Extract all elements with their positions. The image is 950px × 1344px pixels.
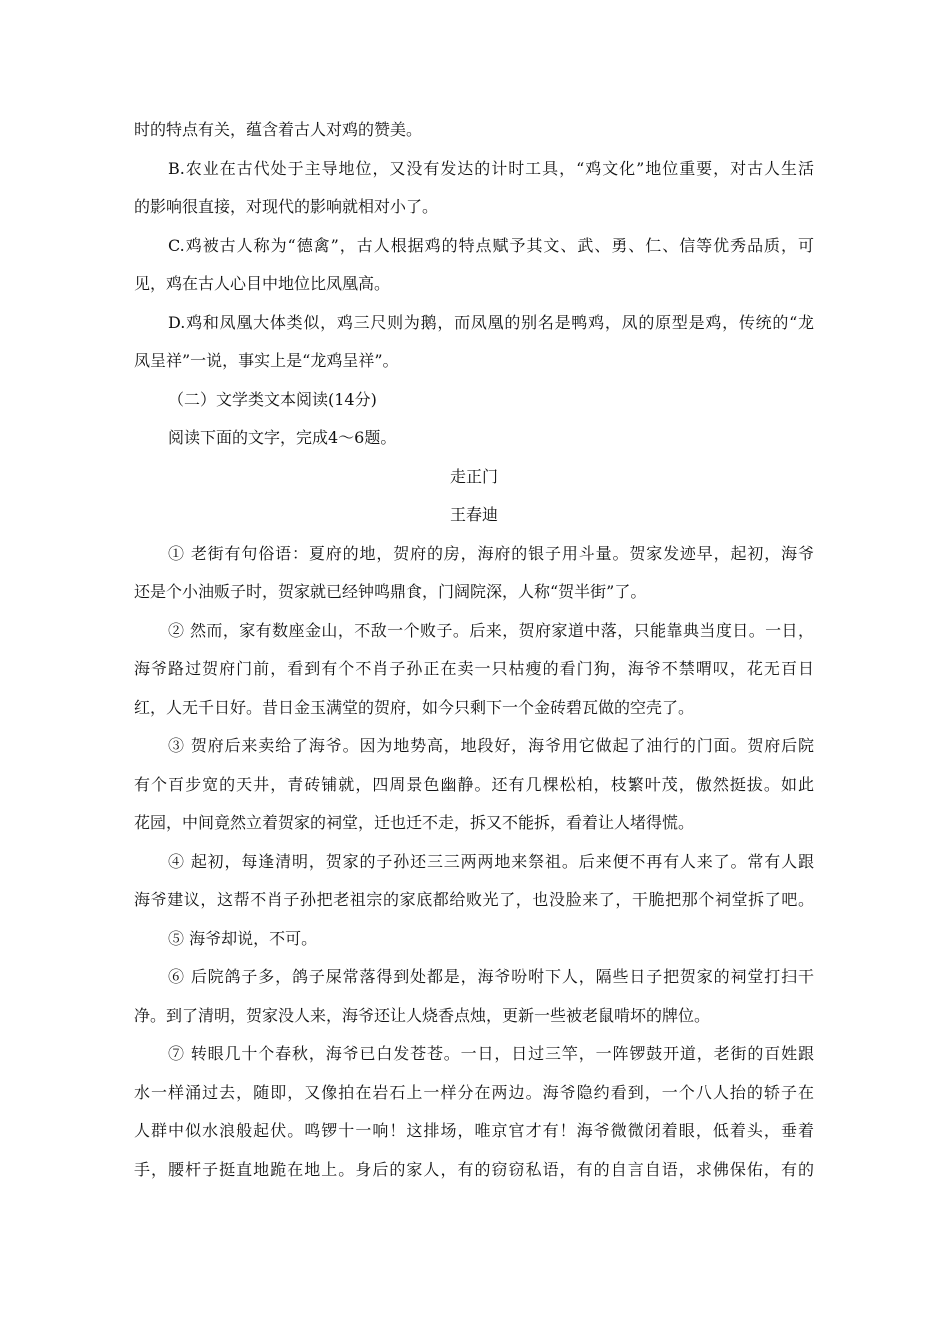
- article-title: 走正门: [449, 466, 498, 486]
- text-line: 的影响很直接，对现代的影响就相对小了。: [134, 197, 439, 216]
- text-line: 手，腰杆子挺直地跪在地上。身后的家人，有的窃窃私语，有的自言自语，求佛保佑，有的: [134, 1159, 814, 1179]
- text-line: ⑥ 后院鸽子多，鸽子屎常落得到处都是，海爷吩咐下人，隔些日子把贺家的祠堂打扫干: [168, 967, 814, 986]
- text-line: （二）文学类文本阅读(14分): [168, 389, 377, 409]
- text-line: ① 老街有句俗语：夏府的地，贺府的房，海府的银子用斗量。贺家发迹早，起初，海爷: [168, 543, 814, 563]
- document-page: [134, 120, 814, 1198]
- text-line: ④ 起初，每逢清明，贺家的子孙还三三两两地来祭祖。后来便不再有人来了。常有人跟: [168, 851, 814, 871]
- text-line: 人群中似水浪般起伏。鸣锣十一响！这排场，唯京官才有！海爷微微闭着眼，低着头，垂着: [134, 1121, 814, 1140]
- text-line: 海爷建议，这帮不肖子孙把老祖宗的家底都给败光了，也没脸来了，干脆把那个祠堂拆了吧。: [134, 890, 814, 909]
- text-line: 水一样涌过去，随即，又像拍在岩石上一样分在两边。海爷隐约看到，一个八人抬的轿子在: [134, 1082, 814, 1102]
- text-line: 见，鸡在古人心目中地位比凤凰高。: [134, 274, 391, 293]
- text-line: B.农业在古代处于主导地位，又没有发达的计时工具，“鸡文化”地位重要，对古人生活: [168, 158, 814, 178]
- text-line: ⑦ 转眼几十个春秋，海爷已白发苍苍。一日，日过三竿，一阵锣鼓开道，老街的百姓跟: [168, 1044, 814, 1063]
- text-line: ⑤ 海爷却说，不可。: [168, 928, 318, 948]
- text-line: 还是个小油贩子时，贺家就已经钟鸣鼎食，门阔院深，人称“贺半街”了。: [134, 582, 647, 601]
- text-line: 净。到了清明，贺家没人来，海爷还让人烧香点烛，更新一些被老鼠啃坏的牌位。: [134, 1005, 711, 1025]
- text-line: ③ 贺府后来卖给了海爷。因为地势高，地段好，海爷用它做起了油行的门面。贺府后院: [168, 736, 814, 755]
- text-line: ② 然而，家有数座金山，不敌一个败子。后来，贺府家道中落，只能靠典当度日。一日，: [168, 620, 814, 640]
- text-line: 凤呈祥”一说，事实上是“龙鸡呈祥”。: [134, 351, 399, 370]
- text-line: C.鸡被古人称为“德禽”，古人根据鸡的特点赋予其文、武、勇、仁、信等优秀品质，可: [168, 235, 814, 255]
- text-line: 有个百步宽的天井，青砖铺就，四周景色幽静。还有几棵松柏，枝繁叶茂，傲然挺拔。如此: [134, 774, 814, 794]
- text-line: 花园，中间竟然立着贺家的祠堂，迁也迁不走，拆又不能拆，看着让人堵得慌。: [134, 813, 695, 832]
- text-line: D.鸡和凤凰大体类似，鸡三尺则为鹅，而凤凰的别名是鸭鸡，凤的原型是鸡，传统的“龙: [168, 312, 814, 332]
- article-author: 王春迪: [449, 505, 498, 524]
- text-line: 阅读下面的文字，完成4～6题。: [168, 428, 397, 447]
- text-line: 时的特点有关，蕴含着古人对鸡的赞美。: [134, 120, 423, 139]
- text-line: 红，人无千日好。昔日金玉满堂的贺府，如今只剩下一个金砖碧瓦做的空壳了。: [134, 697, 695, 717]
- text-line: 海爷路过贺府门前，看到有个不肖子孙正在卖一只枯瘦的看门狗，海爷不禁喟叹，花无百日: [134, 659, 814, 678]
